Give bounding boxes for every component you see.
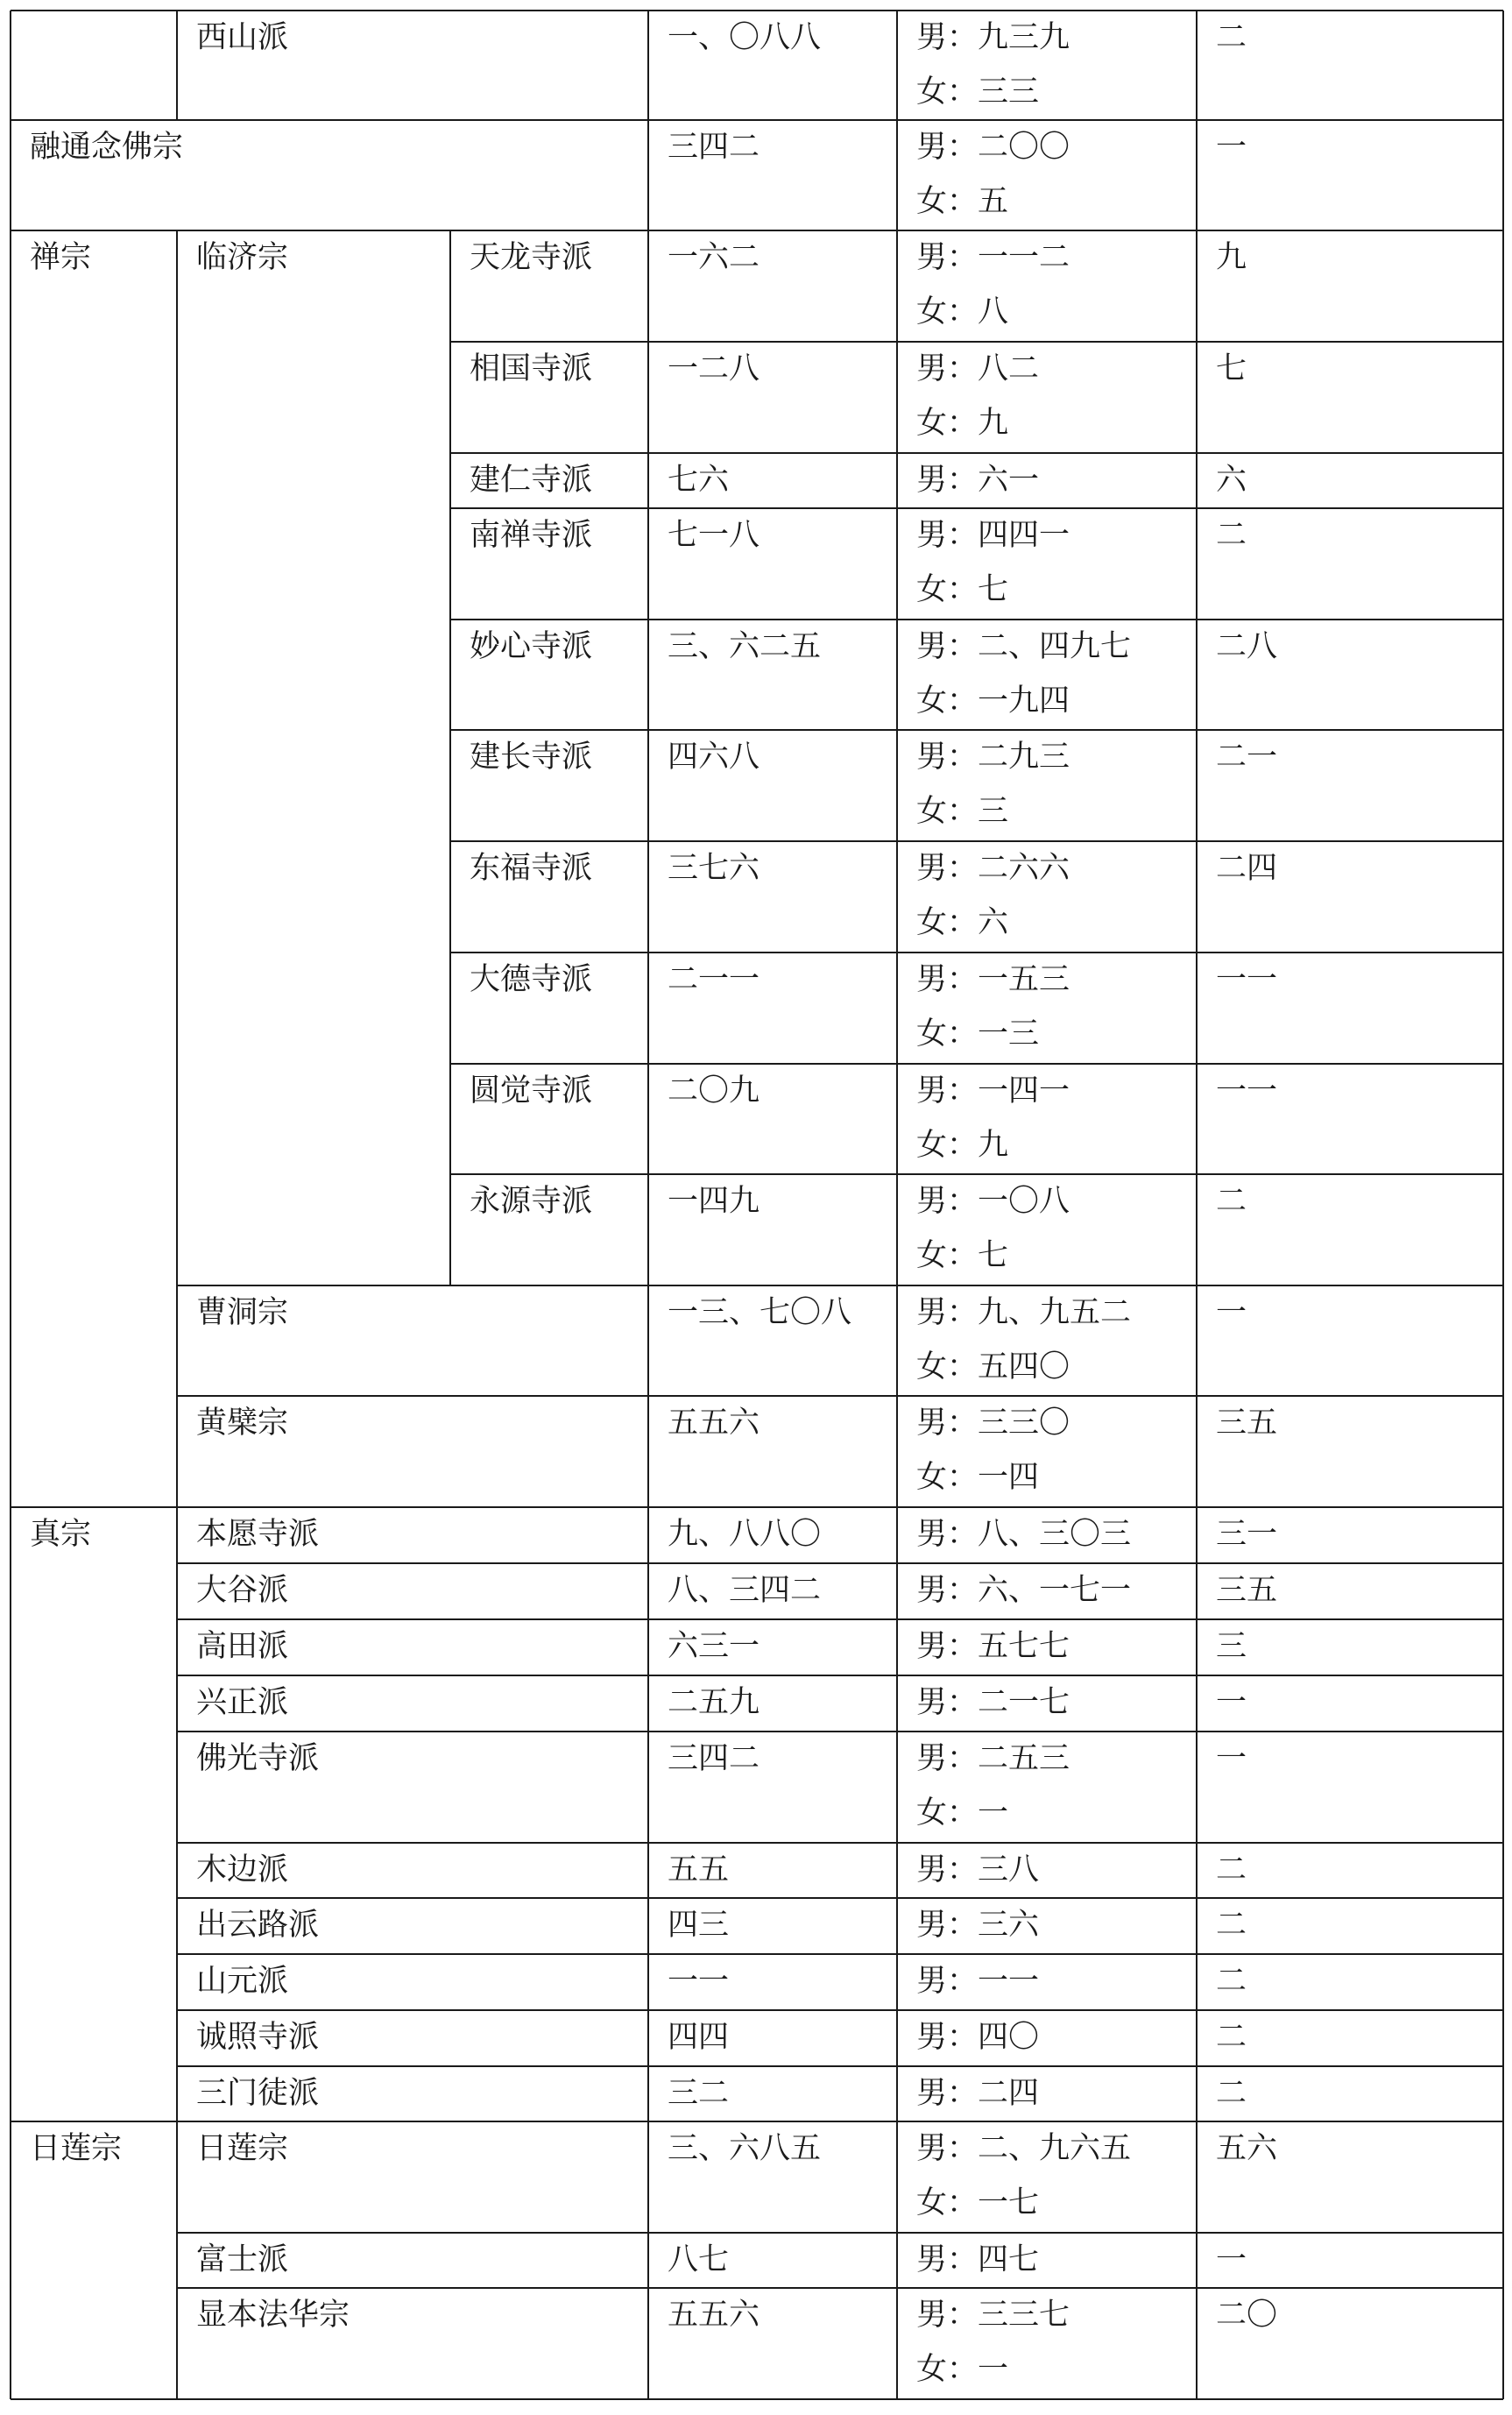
female-count: 女：六 [916,905,1009,940]
female-count: 女：一七 [916,2185,1040,2220]
sect-label: 黄檗宗 [196,1406,289,1441]
male-count: 男：三六 [916,1908,1040,1943]
last-cell: 二一 [1216,740,1278,775]
count-cell: 八、三四二 [668,1573,822,1608]
count-cell: 五五六 [668,1406,760,1441]
last-cell: 九 [1216,240,1247,275]
count-cell: 九、八八〇 [668,1517,822,1552]
sect-label: 山元派 [196,1964,289,1999]
male-count: 男：六、一七一 [916,1573,1132,1608]
last-cell: 一 [1216,2242,1247,2277]
last-cell: 二 [1216,1964,1247,1999]
female-count: 女：一九四 [916,683,1070,719]
count-cell: 二五九 [668,1685,760,1720]
male-count: 男：六一 [916,463,1040,498]
count-cell: 三七六 [668,851,760,886]
male-count: 男：四四一 [916,518,1070,553]
sect-label: 西山派 [196,20,289,55]
count-cell: 七一八 [668,518,760,553]
sect-label: 木边派 [196,1852,289,1887]
sect-label: 显本法华宗 [196,2298,350,2333]
count-cell: 八七 [668,2242,730,2277]
branch-label: 东福寺派 [470,851,593,886]
female-count: 女：一 [916,2352,1009,2387]
sect-label: 临济宗 [196,240,289,275]
female-count: 女：一四 [916,1460,1040,1495]
last-cell: 六 [1216,463,1247,498]
sect-label: 富士派 [196,2242,289,2277]
male-count: 男：二一七 [916,1685,1070,1720]
last-cell: 五六 [1216,2131,1278,2166]
count-cell: 五五六 [668,2298,760,2333]
count-cell: 一、〇八八 [668,20,822,55]
branch-label: 建长寺派 [470,740,593,775]
male-count: 男：九三九 [916,20,1070,55]
last-cell: 二 [1216,1908,1247,1943]
male-count: 男：一一 [916,1964,1040,1999]
female-count: 女：三三 [916,74,1040,110]
male-count: 男：二、四九七 [916,629,1132,664]
branch-label: 天龙寺派 [470,240,593,275]
count-cell: 四六八 [668,740,760,775]
sect-label: 佛光寺派 [196,1741,320,1776]
count-cell: 三二 [668,2076,730,2111]
male-count: 男：九、九五二 [916,1295,1132,1330]
last-cell: 二 [1216,20,1247,55]
last-cell: 二四 [1216,851,1278,886]
branch-label: 圆觉寺派 [470,1073,593,1108]
female-count: 女：一三 [916,1016,1040,1052]
male-count: 男：二四 [916,2076,1040,2111]
last-cell: 三一 [1216,1517,1278,1552]
last-cell: 一 [1216,130,1247,165]
female-count: 女：三 [916,794,1009,829]
count-cell: 五五 [668,1852,730,1887]
sect-label: 出云路派 [196,1908,320,1943]
last-cell: 一 [1216,1295,1247,1330]
last-cell: 三五 [1216,1573,1278,1608]
male-count: 男：八二 [916,351,1040,386]
last-cell: 二〇 [1216,2298,1278,2333]
male-count: 男：二五三 [916,1741,1070,1776]
count-cell: 一六二 [668,240,760,275]
male-count: 男：三八 [916,1852,1040,1887]
last-cell: 二 [1216,518,1247,553]
sect-label: 本愿寺派 [196,1517,320,1552]
female-count: 女：一 [916,1795,1009,1831]
last-cell: 三 [1216,1629,1247,1664]
count-cell: 一四九 [668,1184,760,1219]
branch-label: 大德寺派 [470,962,593,997]
last-cell: 一一 [1216,1073,1278,1108]
sect-label: 大谷派 [196,1573,289,1608]
female-count: 女：七 [916,1238,1009,1273]
count-cell: 二一一 [668,962,760,997]
school-label: 真宗 [30,1517,92,1552]
school-label: 禅宗 [30,240,92,275]
last-cell: 二 [1216,1852,1247,1887]
branch-label: 建仁寺派 [470,463,593,498]
count-cell: 七六 [668,463,730,498]
sect-label: 三门徒派 [196,2076,320,2111]
sect-label: 高田派 [196,1629,289,1664]
school-label: 日莲宗 [30,2131,123,2166]
count-cell: 一一 [668,1964,730,1999]
school-label: 融通念佛宗 [30,130,184,165]
last-cell: 二八 [1216,629,1278,664]
count-cell: 四四 [668,2020,730,2055]
male-count: 男：一五三 [916,962,1070,997]
female-count: 女：五 [916,184,1009,219]
male-count: 男：一〇八 [916,1184,1070,1219]
last-cell: 二 [1216,1184,1247,1219]
sect-label: 兴正派 [196,1685,289,1720]
male-count: 男：三三七 [916,2298,1070,2333]
last-cell: 一 [1216,1741,1247,1776]
count-cell: 三四二 [668,1741,760,1776]
last-cell: 一一 [1216,962,1278,997]
female-count: 女：九 [916,1128,1009,1163]
male-count: 男：二六六 [916,851,1070,886]
female-count: 女：七 [916,572,1009,607]
sect-label: 诚照寺派 [196,2020,320,2055]
sect-label: 日莲宗 [196,2131,289,2166]
female-count: 女：八 [916,294,1009,329]
sect-label: 曹洞宗 [196,1295,289,1330]
male-count: 男：二、九六五 [916,2131,1132,2166]
last-cell: 二 [1216,2020,1247,2055]
male-count: 男：三三〇 [916,1406,1070,1441]
count-cell: 一二八 [668,351,760,386]
male-count: 男：五七七 [916,1629,1070,1664]
last-cell: 七 [1216,351,1247,386]
branch-label: 南禅寺派 [470,518,593,553]
male-count: 男：四〇 [916,2020,1040,2055]
male-count: 男：一四一 [916,1073,1070,1108]
count-cell: 三四二 [668,130,760,165]
male-count: 男：四七 [916,2242,1040,2277]
branch-label: 相国寺派 [470,351,593,386]
female-count: 女：五四〇 [916,1349,1070,1385]
last-cell: 三五 [1216,1406,1278,1441]
count-cell: 三、六八五 [668,2131,822,2166]
last-cell: 二 [1216,2076,1247,2111]
branch-label: 永源寺派 [470,1184,593,1219]
male-count: 男：二〇〇 [916,130,1070,165]
last-cell: 一 [1216,1685,1247,1720]
count-cell: 二〇九 [668,1073,760,1108]
count-cell: 四三 [668,1908,730,1943]
count-cell: 三、六二五 [668,629,822,664]
male-count: 男：二九三 [916,740,1070,775]
male-count: 男：八、三〇三 [916,1517,1132,1552]
branch-label: 妙心寺派 [470,629,593,664]
male-count: 男：一一二 [916,240,1070,275]
count-cell: 六三一 [668,1629,760,1664]
count-cell: 一三、七〇八 [668,1295,852,1330]
female-count: 女：九 [916,406,1009,441]
